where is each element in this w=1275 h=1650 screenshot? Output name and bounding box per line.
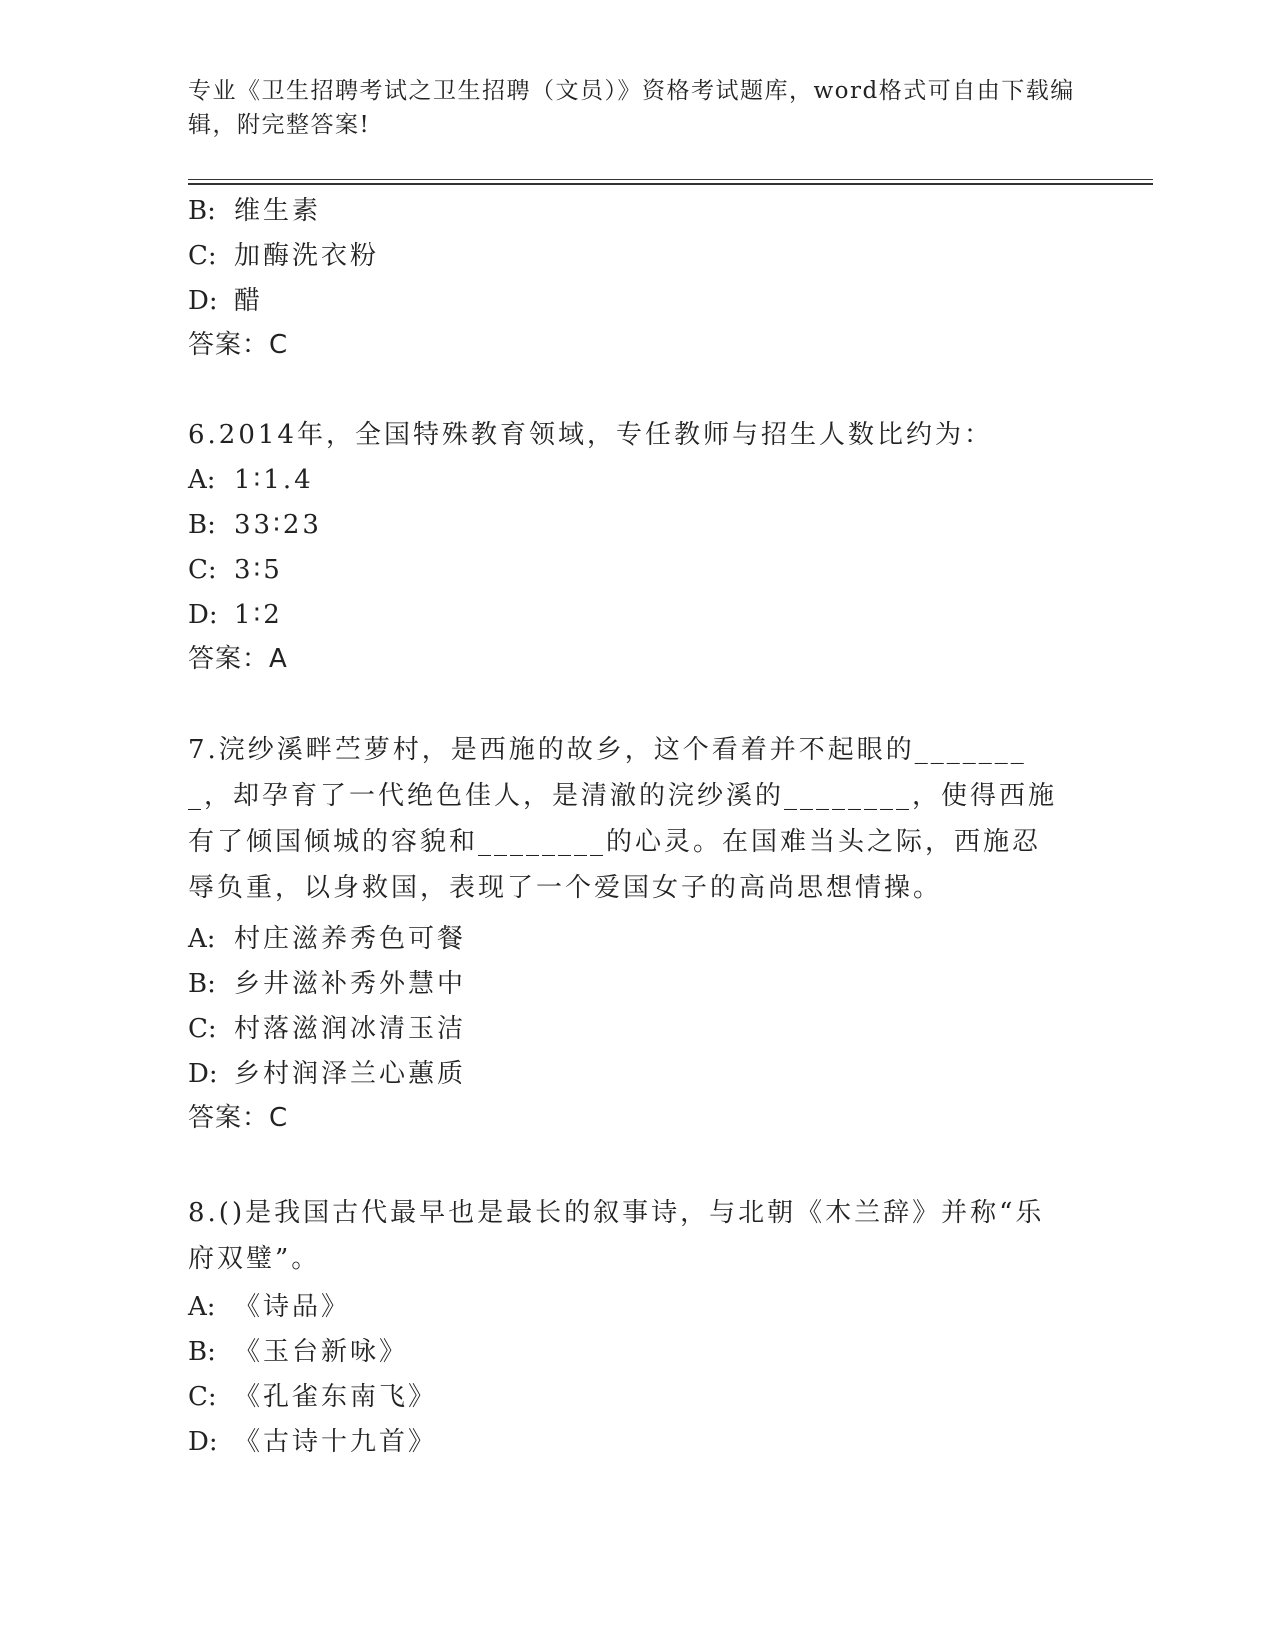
option-letter: B: [188,1337,216,1367]
header-divider-thick [188,183,1153,185]
q7-answer: 答案：C [188,1103,289,1133]
option-letter: C: [188,1014,217,1044]
option-text: 《古诗十九首》 [234,1427,438,1457]
q6-option-b [188,507,322,543]
q8-option-a [188,1289,350,1325]
option-text: 《诗品》 [234,1292,351,1322]
document-header: 专业《卫生招聘考试之卫生招聘（文员）》资格考试题库，word格式可自由下载编辑，附完整答案! [188,78,1075,138]
q8-stem: 8.()是我国古代最早也是最长的叙事诗，与北朝《木兰辞》并称“乐府双璧”。 [188,1198,1045,1274]
q8-option-c [188,1379,437,1415]
q8-option-b [188,1334,408,1370]
option-letter: C: [188,241,217,271]
option-letter: C: [188,555,217,585]
option-text: 1∶2 [234,600,283,630]
option-letter: D: [188,286,218,316]
q6-option-d [188,597,283,633]
q8-option-d [188,1424,437,1460]
option-text: 乡井滋补秀外慧中 [234,969,467,999]
q7-option-c [188,1011,466,1047]
q6-stem: 6.2014年，全国特殊教育领域，专任教师与招生人数比约为： [188,420,993,450]
option-text: 乡村润泽兰心蕙质 [234,1059,467,1089]
option-letter: A: [188,465,216,495]
option-text: 醋 [234,286,264,316]
option-text: 村落滋润冰清玉洁 [234,1014,467,1044]
option-text: 1∶1.4 [234,465,314,495]
q7-option-a [188,921,466,957]
option-text: 3∶5 [234,555,283,585]
option-letter: B: [188,196,216,226]
q7-stem: 7.浣纱溪畔苎萝村，是西施的故乡，这个看着并不起眼的________，却孕育了一代绝色佳人，是清澈的浣纱溪的________，使得西施有了倾国倾城的容貌和________的心灵。在国难当头之际，西施忍辱负重，以身救国，表现了一个爱国女子的高尚思想情操。 [188,735,1058,903]
option-text: 33∶23 [234,510,322,540]
option-letter: D: [188,1427,218,1457]
option-letter: D: [188,600,218,630]
q6-option-c [188,552,283,588]
q7-option-d [188,1056,466,1092]
q5-option-d [188,283,263,319]
option-text: 村庄滋养秀色可餐 [234,924,467,954]
q5-answer: 答案：C [188,330,289,360]
option-letter: B: [188,969,216,999]
option-letter: D: [188,1059,218,1089]
q6-option-a [188,462,314,498]
q7-option-b [188,966,466,1002]
option-letter: C: [188,1382,217,1412]
q5-option-c [188,238,379,274]
option-letter: A: [188,1292,216,1322]
option-text: 《孔雀东南飞》 [234,1382,438,1412]
q5-option-b [188,193,321,229]
q6-answer: 答案：A [188,644,288,674]
option-text: 《玉台新咏》 [234,1337,409,1367]
option-letter: B: [188,510,216,540]
option-text: 维生素 [234,196,322,226]
option-letter: A: [188,924,216,954]
header-divider-thin [188,179,1153,180]
option-text: 加酶洗衣粉 [234,241,380,271]
